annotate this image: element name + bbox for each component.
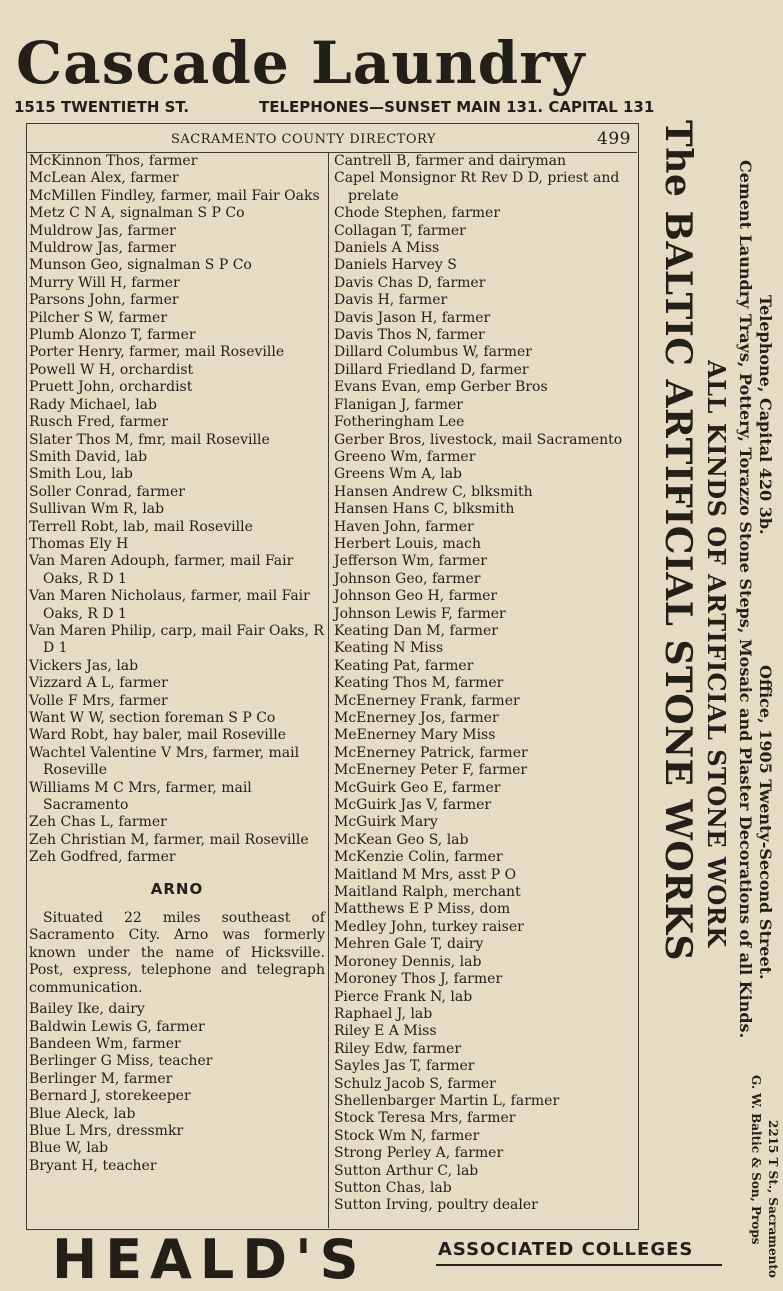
directory-entry: Dillard Friedland D, farmer — [334, 361, 529, 378]
directory-entry: Hansen Andrew C, blksmith — [334, 483, 533, 500]
directory-entry: McGuirk Geo E, farmer — [334, 779, 501, 796]
directory-entry: Soller Conrad, farmer — [29, 483, 185, 500]
side-advertisement — [640, 120, 783, 1278]
directory-entry: Volle F Mrs, farmer — [29, 692, 168, 709]
directory-entry: Smith David, lab — [29, 448, 148, 465]
directory-entry: Van Maren Nicholaus, farmer, mail Fair Oaks, R D 1 — [29, 588, 310, 622]
directory-entry: Schulz Jacob S, farmer — [334, 1075, 496, 1092]
directory-entry: Terrell Robt, lab, mail Roseville — [29, 518, 253, 535]
arno-directory-entry: Berlinger M, farmer — [29, 1070, 173, 1087]
directory-entry: Wachtel Valentine V Mrs, farmer, mail Roseville — [29, 744, 300, 779]
directory-entry: Raphael J, lab — [334, 1005, 433, 1022]
directory-entry: Sayles Jas T, farmer — [334, 1058, 475, 1075]
arno-directory-entry: Blue Aleck, lab — [29, 1105, 136, 1122]
arno-directory-entry: Bandeen Wm, farmer — [29, 1035, 181, 1052]
directory-entry: Vickers Jas, lab — [29, 657, 139, 674]
directory-entry: Riley Edw, farmer — [334, 1040, 462, 1057]
directory-title: SACRAMENTO COUNTY DIRECTORY — [171, 132, 436, 147]
arno-directory-entry: Blue W, lab — [29, 1140, 109, 1157]
directory-entry: Parsons John, farmer — [29, 292, 179, 309]
advertiser-address: 1515 TWENTIETH ST. — [14, 98, 190, 116]
directory-entry: Davis Chas D, farmer — [334, 274, 486, 291]
directory-entry: Rady Michael, lab — [29, 396, 157, 413]
footer-brand: HEALD'S — [52, 1228, 367, 1291]
directory-entry: Sullivan Wm R, lab — [29, 501, 165, 518]
directory-entry: Pruett John, orchardist — [29, 379, 193, 396]
directory-entry: Vizzard A L, farmer — [29, 675, 168, 692]
directory-entry: McGuirk Jas V, farmer — [334, 797, 492, 814]
directory-entry: Hansen Hans C, blksmith — [334, 501, 515, 518]
directory-entry: Evans Evan, emp Gerber Bros — [334, 379, 548, 396]
directory-entry: Strong Perley A, farmer — [334, 1145, 504, 1162]
advertiser-telephones: TELEPHONES—SUNSET MAIN 131. CAPITAL 131 — [259, 98, 655, 116]
directory-entry: Maitland M Mrs, asst P O — [334, 866, 517, 883]
directory-entry: McEnerney Peter F, farmer — [334, 762, 528, 779]
directory-entry: McKinnon Thos, farmer — [29, 153, 198, 169]
directory-entry: Rusch Fred, farmer — [29, 414, 169, 431]
directory-entry: Keating N Miss — [334, 640, 444, 657]
directory-entry: Plumb Alonzo T, farmer — [29, 327, 196, 344]
directory-entry: Medley John, turkey raiser — [334, 918, 524, 935]
directory-entry: MeEnerney Mary Miss — [334, 727, 496, 744]
directory-entry: Davis Thos N, farmer — [334, 327, 485, 344]
directory-entry: Johnson Lewis F, farmer — [334, 605, 506, 622]
directory-entry: Cantrell B, farmer and dairyman — [334, 153, 566, 169]
advertiser-contact-line — [14, 96, 664, 120]
directory-entry: Ward Robt, hay baler, mail Roseville — [29, 727, 287, 744]
entry-list-right — [334, 153, 634, 1215]
directory-entry: McLean Alex, farmer — [29, 170, 179, 187]
directory-entry: Van Maren Philip, carp, mail Fair Oaks, R D 1 — [29, 622, 324, 657]
directory-entry: Gerber Bros, livestock, mail Sacramento — [334, 431, 623, 448]
directory-entry: Keating Dan M, farmer — [334, 622, 498, 639]
directory-entry: Maitland Ralph, merchant — [334, 884, 521, 901]
directory-entry: Powell W H, orchardist — [29, 361, 194, 378]
directory-entry: Zeh Christian M, farmer, mail Roseville — [29, 831, 309, 848]
directory-entry: Sutton Arthur C, lab — [334, 1162, 479, 1179]
directory-entry: Van Maren Adouph, farmer, mail Fair Oaks, R D 1 — [29, 553, 294, 587]
directory-entry: Johnson Geo H, farmer — [334, 588, 498, 605]
directory-entry: Riley E A Miss — [334, 1023, 437, 1040]
directory-entry: Keating Pat, farmer — [334, 657, 474, 674]
directory-column-left — [29, 153, 325, 1175]
ad-telephone: Telephone, Capital 420 3b. — [756, 295, 775, 535]
directory-entry: Daniels Harvey S — [334, 257, 457, 274]
running-head — [26, 127, 637, 153]
directory-entry: Moroney Thos J, farmer — [334, 971, 503, 988]
directory-entry: Thomas Ely H — [29, 535, 129, 552]
directory-entry: Porter Henry, farmer, mail Roseville — [29, 344, 285, 361]
directory-entry: Haven John, farmer — [334, 518, 474, 535]
directory-entry: Daniels A Miss — [334, 240, 440, 257]
directory-entry: Want W W, section foreman S P Co — [29, 710, 276, 726]
ad-company-name: The BALTIC ARTIFICIAL STONE WORKS — [657, 120, 699, 961]
entry-list-left — [29, 153, 325, 867]
arno-directory-entry: Bryant H, teacher — [29, 1157, 157, 1174]
advertiser-title: Cascade Laundry — [16, 29, 586, 97]
directory-entry: Sutton Irving, poultry dealer — [334, 1197, 538, 1214]
directory-entry: Mehren Gale T, dairy — [334, 936, 484, 953]
arno-description: Situated 22 miles southeast of Sacramento City. Arno was formerly known under the name of Hicksville. Post, express, telephone and telegraph communication. — [29, 910, 325, 996]
ad-products: Cement Laundry Trays, Pottery, Torazzo Stone Steps, Mosaic and Plaster Decorations of all Kinds. — [736, 160, 755, 1039]
directory-entry: Capel Monsignor Rt Rev D D, priest and prelate — [334, 170, 620, 204]
directory-entry: Slater Thos M, fmr, mail Roseville — [29, 431, 270, 448]
directory-entry: Herbert Louis, mach — [334, 535, 481, 552]
arno-directory-entry: Baldwin Lewis G, farmer — [29, 1018, 205, 1035]
directory-entry: Murry Will H, farmer — [29, 274, 180, 291]
directory-entry: Flanigan J, farmer — [334, 396, 463, 413]
directory-entry: McEnerney Jos, farmer — [334, 710, 499, 726]
directory-entry: Shellenbarger Martin L, farmer — [334, 1092, 560, 1109]
ad-tagline: ALL KINDS OF ARTIFICIAL STONE WORK — [702, 360, 731, 948]
arno-directory-entry: Berlinger G Miss, teacher — [29, 1053, 213, 1070]
directory-entry: Smith Lou, lab — [29, 466, 133, 483]
directory-entry: Munson Geo, signalman S P Co — [29, 257, 252, 274]
directory-entry: Davis H, farmer — [334, 292, 448, 309]
directory-entry: Sutton Chas, lab — [334, 1179, 452, 1196]
directory-entry: Greens Wm A, lab — [334, 466, 463, 483]
directory-entry: Jefferson Wm, farmer — [334, 553, 487, 570]
directory-entry: Stock Teresa Mrs, farmer — [334, 1110, 516, 1127]
directory-entry: McEnerney Patrick, farmer — [334, 744, 528, 761]
directory-entry: McKean Geo S, lab — [334, 831, 469, 848]
directory-entry: Pierce Frank N, lab — [334, 988, 473, 1005]
directory-entry: Williams M C Mrs, farmer, mail Sacramento — [29, 779, 252, 814]
directory-entry: McEnerney Frank, farmer — [334, 692, 520, 709]
directory-entry: Muldrow Jas, farmer — [29, 222, 176, 239]
ad-office: Office, 1905 Twenty-Second Street. — [756, 665, 775, 980]
section-heading-arno: ARNO — [150, 879, 204, 898]
directory-entry: McMillen Findley, farmer, mail Fair Oaks — [29, 187, 320, 204]
directory-entry: Greeno Wm, farmer — [334, 448, 476, 465]
arno-directory-entry: Blue L Mrs, dressmkr — [29, 1122, 184, 1139]
directory-entry: Moroney Dennis, lab — [334, 953, 482, 970]
directory-entry: Davis Jason H, farmer — [334, 309, 491, 326]
directory-entry: Dillard Columbus W, farmer — [334, 344, 532, 361]
footer-rule — [436, 1264, 722, 1266]
arno-entry-list — [29, 1001, 325, 1175]
directory-entry: McGuirk Mary — [334, 814, 438, 831]
arno-directory-entry: Bailey Ike, dairy — [29, 1001, 145, 1018]
directory-entry: Fotheringham Lee — [334, 414, 465, 431]
directory-entry: Chode Stephen, farmer — [334, 205, 501, 222]
directory-entry: Stock Wm N, farmer — [334, 1127, 480, 1144]
directory-entry: Matthews E P Miss, dom — [334, 901, 511, 918]
ad-proprietors: G. W. Baltic & Son, Props — [749, 1075, 763, 1245]
directory-column-right — [334, 153, 634, 1215]
directory-entry: Keating Thos M, farmer — [334, 675, 504, 692]
directory-entry: Pilcher S W, farmer — [29, 309, 168, 326]
arno-directory-entry: Bernard J, storekeeper — [29, 1088, 191, 1105]
column-divider — [328, 152, 329, 1228]
directory-entry: Collagan T, farmer — [334, 222, 466, 239]
directory-entry: McKenzie Colin, farmer — [334, 849, 503, 866]
directory-entry: Zeh Chas L, farmer — [29, 814, 167, 831]
directory-entry: Johnson Geo, farmer — [334, 570, 481, 587]
directory-entry: Muldrow Jas, farmer — [29, 240, 176, 257]
footer-tagline: ASSOCIATED COLLEGES — [438, 1239, 694, 1260]
page-number: 499 — [597, 129, 631, 149]
directory-entry: Zeh Godfred, farmer — [29, 849, 176, 866]
directory-entry: Metz C N A, signalman S P Co — [29, 205, 245, 222]
ad-address: 2215 T St., Sacramento — [766, 1120, 780, 1278]
